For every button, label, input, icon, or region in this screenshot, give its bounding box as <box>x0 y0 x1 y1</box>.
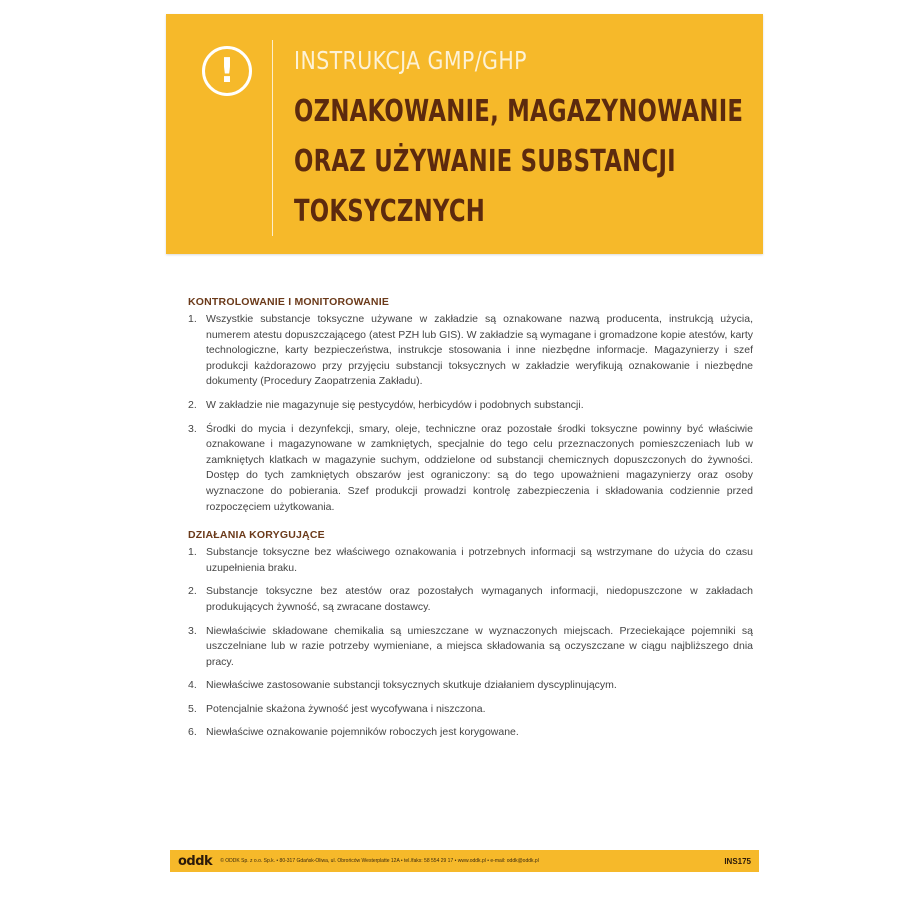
corrective-list <box>188 545 753 741</box>
item-text: Potencjalnie skażona żywność jest wycofywana i niszczona. <box>206 702 486 715</box>
list-item <box>188 312 753 390</box>
item-text: Niewłaściwie składowane chemikalia są umieszczane w wyznaczonych miejscach. Przeciekające pojemniki są uszczelniane lub w razie potrzeby wymieniane, a miejsca składowania są oczyszczane w ciągu najbliższego dnia pracy. <box>206 624 753 668</box>
company-logo: oddk <box>178 853 213 869</box>
list-item <box>188 422 753 516</box>
page-title-line-3: TOKSYCZNYCH <box>294 194 486 229</box>
header-kicker: INSTRUKCJA GMP/GHP <box>294 46 527 75</box>
list-item <box>188 678 753 694</box>
item-number: 2. <box>188 585 197 598</box>
list-item <box>188 624 753 671</box>
header-divider <box>272 40 273 236</box>
list-item <box>188 725 753 741</box>
item-number: 2. <box>188 398 197 411</box>
item-text: Substancje toksyczne bez właściwego oznakowania i potrzebnych informacji są wstrzymane do użycia do czasu uzupełnienia braku. <box>206 546 753 574</box>
item-number: 1. <box>188 313 197 325</box>
item-number: 5. <box>188 702 197 715</box>
content-body <box>188 296 753 749</box>
item-number: 4. <box>188 679 197 692</box>
section-heading-monitoring: KONTROLOWANIE I MONITOROWANIE <box>188 296 390 308</box>
list-item <box>188 398 753 414</box>
item-text: Środki do mycia i dezynfekcji, smary, oleje, techniczne oraz pozostałe środki toksyczne powinny być właściwie oznakowane i magazynowane w zamkniętych, specjalnie do tego celu przeznaczonych pomieszczeniach lub w zamkniętych klatkach w magazynie suchym, oddzielone od substancji chemicznych dopuszczonych do żywności. Dostęp do tych zamkniętych obszarów jest ograniczony: są do tego upoważnieni magazynierzy oraz osoby wyznaczone do pobierania. Szef produkcji prowadzi kontrolę zabezpieczenia i składowania codziennie przed rozpoczęciem użytkowania. <box>206 422 753 513</box>
item-number: 3. <box>188 422 197 435</box>
instruction-sheet <box>166 14 763 878</box>
list-item <box>188 702 753 718</box>
item-text: W zakładzie nie magazynuje się pestycydów, herbicydów i podobnych substancji. <box>206 398 584 411</box>
exclamation-circle-icon: ! <box>202 46 252 96</box>
item-number: 3. <box>188 624 197 637</box>
item-number: 6. <box>188 726 197 739</box>
item-text: Wszystkie substancje toksyczne używane w zakładzie są oznakowane nazwą producenta, instrukcją użycia, numerem atestu dopuszczającego (atest PZH lub GIS). W zakładzie są wymagane i gromadzone kopie atestów, karty technologiczne, karty bezpieczeństwa, instrukcje stosowania i inne niezbędne informacje. Magazynierzy i szef produkcji każdorazowo przy przyjęciu substancji toksycznych w zakładzie weryfikują oznakowanie i niezbędne dokumenty (Procedury Zaopatrzenia Zakładu). <box>206 313 753 388</box>
item-text: Niewłaściwe oznakowanie pojemników roboczych jest korygowane. <box>206 726 519 739</box>
item-text: Niewłaściwe zastosowanie substancji toksycznych skutkuje działaniem dyscyplinującym. <box>206 679 617 692</box>
page-title-line-2: ORAZ UŻYWANIE SUBSTANCJI <box>294 144 676 179</box>
item-text: Substancje toksyczne bez atestów oraz pozostałych wymaganych informacji, niedopuszczone w zakładach produkujących żywność, są zwracane dostawcy. <box>206 585 753 613</box>
section-heading-corrective: DZIAŁANIA KORYGUJĄCE <box>188 529 325 542</box>
item-number: 1. <box>188 546 197 559</box>
footer-contact-text: © ODDK Sp. z o.o. Sp.k. • 80-317 Gdańsk-Oliwa, ul. Obrońców Westerplatte 12A • tel./faks: 58 554 29 17 • www.oddk.pl • e-mail: oddk@oddk.pl <box>220 858 539 864</box>
header-banner <box>166 14 763 254</box>
list-item <box>188 545 753 576</box>
footer-bar <box>170 850 759 872</box>
document-code: INS175 <box>724 856 751 866</box>
monitoring-list <box>188 312 753 515</box>
page-title-line-1: OZNAKOWANIE, MAGAZYNOWANIE <box>294 94 744 129</box>
list-item <box>188 584 753 615</box>
